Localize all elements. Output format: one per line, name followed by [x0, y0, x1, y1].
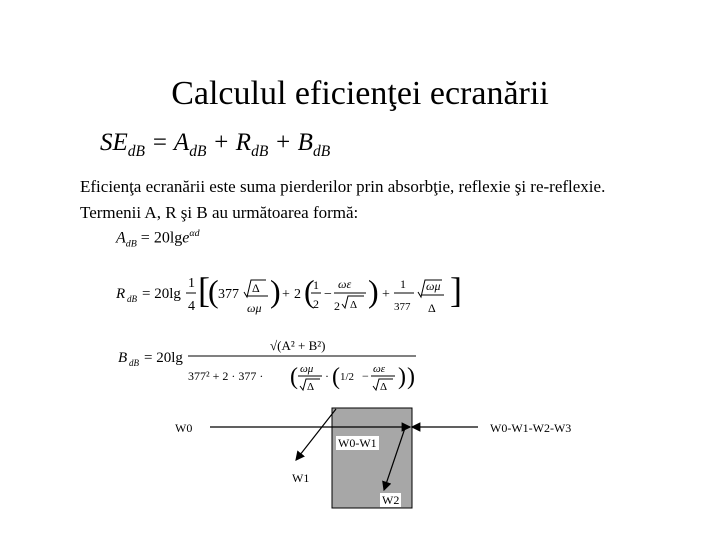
formula-b-delta-1: Δ — [307, 381, 315, 393]
label-w0: W0 — [175, 421, 193, 435]
label-w1: W1 — [292, 471, 310, 485]
formula-r-one: 1 — [188, 276, 195, 291]
reflected-wave-arrow — [296, 409, 336, 460]
formula-b-denom-prefix: 377² + 2 · 377 · — [188, 369, 264, 383]
r-symbol: + R — [212, 129, 252, 156]
paragraph-line-2: Termenii A, R şi B au următoarea formă: — [80, 203, 359, 222]
formula-a-sub: dB — [125, 238, 137, 250]
label-output: W0-W1-W2-W3 — [490, 421, 572, 435]
a-symbol: = A — [151, 129, 190, 156]
formula-r-open-bracket: [ — [198, 270, 210, 310]
formula-r-one-2: 1 — [400, 277, 406, 291]
formula-r-close-bracket: ] — [450, 270, 462, 310]
se-symbol: SE — [100, 129, 128, 156]
formula-r-two: 2 — [294, 287, 301, 302]
formula-r-eq: = 20lg — [142, 286, 181, 302]
formula-r-plus-2: + — [382, 287, 390, 302]
formula-r-open-paren-2: ( — [304, 273, 315, 309]
formula-r-sub: dB — [127, 294, 137, 304]
formula-b-minus: − — [362, 369, 369, 383]
formula-b-dot: · — [325, 369, 329, 383]
label-w0-minus-w1: W0-W1 — [338, 436, 377, 450]
formula-r-delta-1: Δ — [252, 281, 260, 295]
formula-b-half: 1/2 — [340, 371, 355, 383]
formula-r-four: 4 — [188, 299, 195, 314]
se-sub: dB — [127, 143, 145, 160]
formula-a-rhs: = 20lg — [136, 229, 183, 247]
formula-b-numer: √(A² + B²) — [270, 338, 326, 353]
formula-b-open-paren: ( — [290, 364, 298, 390]
formula-a-lhs: A — [116, 229, 126, 247]
formula-a-exp: αd — [189, 228, 200, 239]
formula-b-eq: = 20lg — [144, 350, 183, 366]
formula-r-half-num: 1 — [313, 278, 319, 292]
formula-r-wm-1: ωμ — [247, 301, 262, 315]
formula-b-close-paren-2: ) — [407, 364, 415, 390]
r-sub: dB — [251, 143, 269, 160]
formula-r-open-paren: ( — [208, 273, 219, 309]
formula-b-delta-2: Δ — [380, 381, 388, 393]
formula-r-delta-3: Δ — [428, 301, 436, 315]
formula-b-we: ωε — [373, 363, 386, 375]
formula-r-half-den: 2 — [313, 297, 319, 311]
slide-title: Calculul eficienţei ecranării — [171, 75, 549, 112]
formula-r-wm-2: ωμ — [426, 279, 441, 293]
formula-b-wm-1: ωμ — [300, 363, 314, 375]
paragraph-line-1: Eficienţa ecranării este suma pierderilor prin absorbţie, reflexie şi re-reflexie. — [80, 177, 606, 196]
formula-b-open-paren-2: ( — [332, 364, 340, 390]
formula-r-delta-2: Δ — [350, 299, 358, 311]
formula-b-lhs: B — [118, 350, 128, 366]
formula-r-close-paren: ) — [270, 273, 281, 309]
formula-b-close-paren: ) — [398, 364, 406, 390]
formula-r-minus: − — [324, 287, 332, 302]
a-sub: dB — [189, 143, 207, 160]
b-symbol: + B — [274, 129, 313, 156]
formula-r-377-2: 377 — [394, 301, 411, 313]
b-sub: dB — [312, 143, 331, 160]
formula-r-plus-1: + — [282, 287, 290, 302]
formula-a-base: e — [182, 229, 190, 247]
formula-r-we: ωε — [338, 277, 352, 291]
formula-r-lhs: R — [116, 286, 126, 302]
formula-r-377: 377 — [218, 287, 239, 302]
label-w2: W2 — [382, 493, 400, 507]
formula-r-close-paren-2: ) — [368, 273, 379, 309]
formula-b-sub: dB — [129, 358, 139, 368]
formula-r-two-b: 2 — [334, 299, 340, 313]
